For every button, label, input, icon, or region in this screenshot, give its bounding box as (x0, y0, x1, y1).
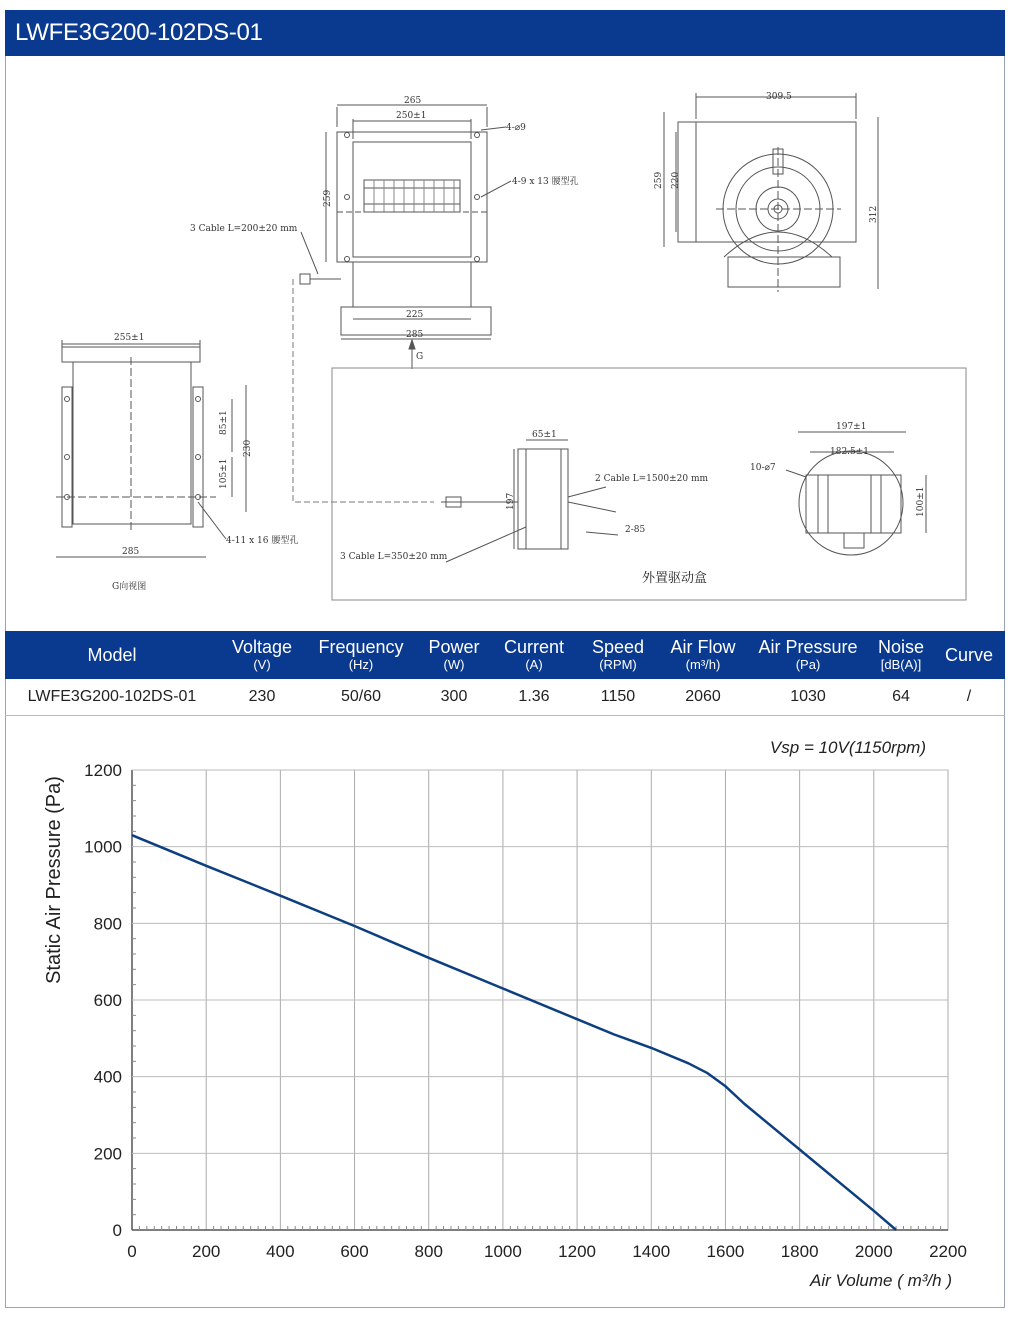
col-frequency: Frequency (Hz) (305, 631, 417, 679)
col-curve: Curve (933, 631, 1005, 679)
x-tick-label: 2000 (854, 1242, 893, 1261)
col-current: Current (A) (491, 631, 577, 679)
col-power: Power (W) (417, 631, 491, 679)
technical-drawing (6, 57, 1004, 631)
dim-285b: 285 (122, 547, 140, 557)
table-row (5, 679, 1005, 716)
side-view (664, 93, 878, 292)
dim-105: 105±1 (219, 458, 229, 489)
performance-chart (6, 720, 1004, 1306)
cable-3-350: 3 Cable L=350±20 mm (340, 552, 448, 562)
chart-ticks (84, 761, 967, 1261)
chart-grid (132, 770, 948, 1230)
dim-285: 285 (406, 330, 424, 340)
cable-3-200: 3 Cable L=200±20 mm (190, 224, 298, 234)
spec-table (5, 631, 1005, 716)
dim-220: 220 (671, 171, 681, 189)
y-tick-label: 400 (93, 1067, 122, 1087)
y-tick-label: 600 (93, 991, 122, 1010)
dim-2-85: 2-85 (625, 525, 646, 535)
col-model: Model (5, 631, 219, 679)
y-tick-label: 200 (93, 1144, 122, 1164)
cell-airpressure: 1030 (747, 679, 869, 716)
dim-85: 85±1 (219, 410, 229, 435)
y-axis-label: Static Air Pressure (Pa) (43, 776, 65, 984)
y-tick-label: 0 (112, 1221, 122, 1240)
cell-voltage: 230 (219, 679, 305, 716)
col-airflow: Air Flow (m³/h) (659, 631, 747, 679)
dim-197b: 197±1 (836, 422, 867, 432)
col-speed: Speed (RPM) (577, 631, 659, 679)
chart-series (132, 835, 896, 1230)
x-tick-label: 1000 (483, 1242, 522, 1261)
dim-259b: 259 (654, 171, 664, 189)
dim-holes-4: 4-⌀9 (506, 123, 526, 133)
cell-speed: 1150 (577, 679, 659, 716)
dim-slots-4x11: 4-11 x 16 腰型孔 (226, 536, 299, 546)
g-view-caption: G向视图 (112, 582, 147, 592)
product-title: LWFE3G200-102DS-01 (5, 10, 1005, 56)
cell-current: 1.36 (491, 679, 577, 716)
cell-power: 300 (417, 679, 491, 716)
x-tick-label: 1800 (780, 1242, 819, 1261)
cell-model: LWFE3G200-102DS-01 (5, 679, 219, 716)
col-voltage: Voltage (V) (219, 631, 305, 679)
col-noise: Noise [dB(A)] (869, 631, 933, 679)
cell-frequency: 50/60 (305, 679, 417, 716)
dim-slots-4x9: 4-9 x 13 腰型孔 (512, 177, 579, 187)
cell-noise: 64 (869, 679, 933, 716)
dim-182: 182.5±1 (830, 447, 870, 457)
col-airpressure: Air Pressure (Pa) (747, 631, 869, 679)
y-tick-label: 1000 (84, 837, 122, 857)
driver-box-caption: 外置驱动盒 (642, 571, 708, 586)
x-tick-label: 1600 (706, 1242, 745, 1261)
x-tick-label: 400 (266, 1242, 295, 1261)
dim-100: 100±1 (916, 486, 926, 517)
dim-255: 255±1 (114, 333, 145, 343)
x-tick-label: 1400 (632, 1242, 671, 1261)
dim-265: 265 (404, 96, 422, 106)
x-tick-label: 1200 (558, 1242, 597, 1261)
cable-2-1500: 2 Cable L=1500±20 mm (595, 474, 709, 484)
chart-title: Vsp = 10V(1150rpm) (769, 738, 926, 757)
dim-holes-10: 10-⌀7 (750, 463, 776, 473)
x-tick-label: 0 (127, 1242, 137, 1261)
dim-230: 230 (243, 439, 253, 457)
spec-table-header (5, 631, 1005, 679)
x-tick-label: 600 (340, 1242, 369, 1261)
dim-250: 250±1 (396, 111, 427, 121)
g-view (56, 340, 246, 557)
series-line (132, 835, 896, 1230)
x-tick-label: 200 (191, 1242, 221, 1261)
x-tick-label: 2200 (929, 1242, 967, 1261)
y-tick-label: 1200 (84, 761, 122, 780)
view-g-arrow: G (416, 352, 424, 362)
x-tick-label: 800 (414, 1242, 443, 1261)
dim-65: 65±1 (532, 430, 557, 440)
cell-curve: / (933, 679, 1005, 716)
dim-312: 312 (869, 205, 879, 223)
dim-197: 197 (506, 492, 516, 510)
dim-309: 309.5 (766, 92, 792, 102)
dim-259: 259 (323, 189, 333, 207)
x-axis-label: Air Volume ( m³/h ) (809, 1271, 952, 1290)
cell-airflow: 2060 (659, 679, 747, 716)
dim-225: 225 (406, 310, 424, 320)
y-tick-label: 800 (93, 914, 122, 934)
